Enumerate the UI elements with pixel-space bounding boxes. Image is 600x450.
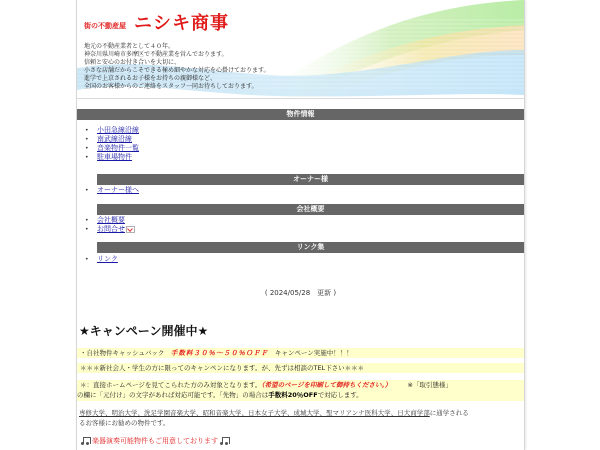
list-item: [85, 216, 135, 225]
list-item: [85, 255, 118, 264]
conditions-suffix: ※「取引態様」: [387, 381, 452, 389]
link-for-owners[interactable]: オーナー様へ: [97, 186, 139, 194]
section-header-company: 会社概要: [97, 204, 524, 215]
link-links[interactable]: リンク: [97, 255, 118, 263]
link-parking-properties[interactable]: 駐車場物件: [97, 153, 132, 161]
music-note-icon: [220, 437, 229, 445]
intro-line: 信頼と安心のお付き合いを大切に、: [84, 59, 181, 66]
link-nambu-line[interactable]: 南武線沿線: [97, 135, 132, 143]
intro-line: 進学で上京されるお子様をお持ちの親御様など、: [84, 75, 217, 82]
conditions-discount: 手数料20％OFF: [268, 391, 318, 399]
conditions-line2: の欄に「元付け」の文字があれば対応可能です。「先物」の場合は: [77, 391, 269, 399]
universities-suffix: に通学される: [429, 409, 469, 417]
universities-line2: るお客様にお勧めの物件です。: [79, 419, 170, 427]
conditions-line2-suffix: で対応します。: [317, 391, 363, 399]
campaign-title: ★キャンペーン開催中★: [79, 324, 209, 338]
header-banner: [77, 0, 524, 99]
brand-name: ニシキ商事: [134, 13, 229, 34]
intro-line: 小さな店舗だからこそできる極め細やかな対応を心掛けております。: [84, 67, 270, 74]
company-list: [85, 216, 135, 234]
link-company-profile[interactable]: 会社概要: [97, 216, 125, 224]
list-item: [85, 153, 139, 162]
cashback-label: ・自社物件キャッシュバック: [80, 349, 171, 357]
newgrad-text: ＊＊＊新社会人・学生の方に限ってのキャンペンになります。が、先ずは相談のTEL下さい＊＊＊: [80, 364, 365, 372]
list-item: [85, 225, 135, 234]
cashback-discount: 手数料３０％～５０％ＯＦＦ: [170, 349, 269, 357]
intro-text: [84, 43, 270, 91]
universities-text: [79, 408, 522, 428]
last-updated: ( 2024/05/28 更新 ): [264, 289, 337, 297]
properties-list: [85, 126, 139, 162]
list-item: [85, 186, 139, 195]
music-notice: [79, 436, 231, 446]
conditions-text: ＊：直接ホームページを見てこられた方のみ対象となります。: [80, 381, 262, 389]
section-header-links: リンク集: [97, 242, 524, 253]
cashback-suffix: キャンペーン実施中！！！: [268, 349, 353, 357]
link-music-properties[interactable]: 音楽物件一覧: [97, 144, 139, 152]
mail-icon: [126, 226, 135, 233]
campaign-row-cashback: [77, 348, 524, 358]
brand: [84, 14, 229, 34]
section-header-properties: 物件情報: [77, 109, 524, 120]
brand-tagline: 街の不動産屋: [84, 22, 126, 30]
universities-list: 専修大学、明治大学、洗足学園音楽大学、昭和音楽大学、日本女子大学、成城大学、聖マリアンナ医科大学、日大商学部: [79, 409, 430, 417]
campaign-row-conditions: [77, 380, 524, 401]
link-contact[interactable]: お問合せ: [97, 225, 125, 233]
links-list: [85, 255, 118, 264]
list-item: [85, 144, 139, 153]
list-item: [85, 135, 139, 144]
intro-line: 神奈川県川崎市多摩区で不動産業を営んでおります。: [84, 51, 228, 58]
owners-list: [85, 186, 139, 195]
music-note-icon: [81, 437, 90, 445]
link-odakyu-line[interactable]: 小田急線沿線: [97, 126, 139, 134]
list-item: [85, 126, 139, 135]
intro-line: 地元の不動産業者として４０年。: [84, 43, 175, 50]
campaign-row-newgrad: [77, 363, 524, 373]
conditions-print-note: （希望のページを印刷して御持ちください。）: [261, 381, 388, 389]
section-header-owners: オーナー様: [97, 174, 524, 185]
page-container: [76, 0, 525, 450]
intro-line: 全国のお客様からのご連絡をスタッフ一同お待ちしております。: [84, 83, 258, 90]
music-notice-text: 楽器演奏可能物件もご用意しております: [92, 437, 218, 445]
